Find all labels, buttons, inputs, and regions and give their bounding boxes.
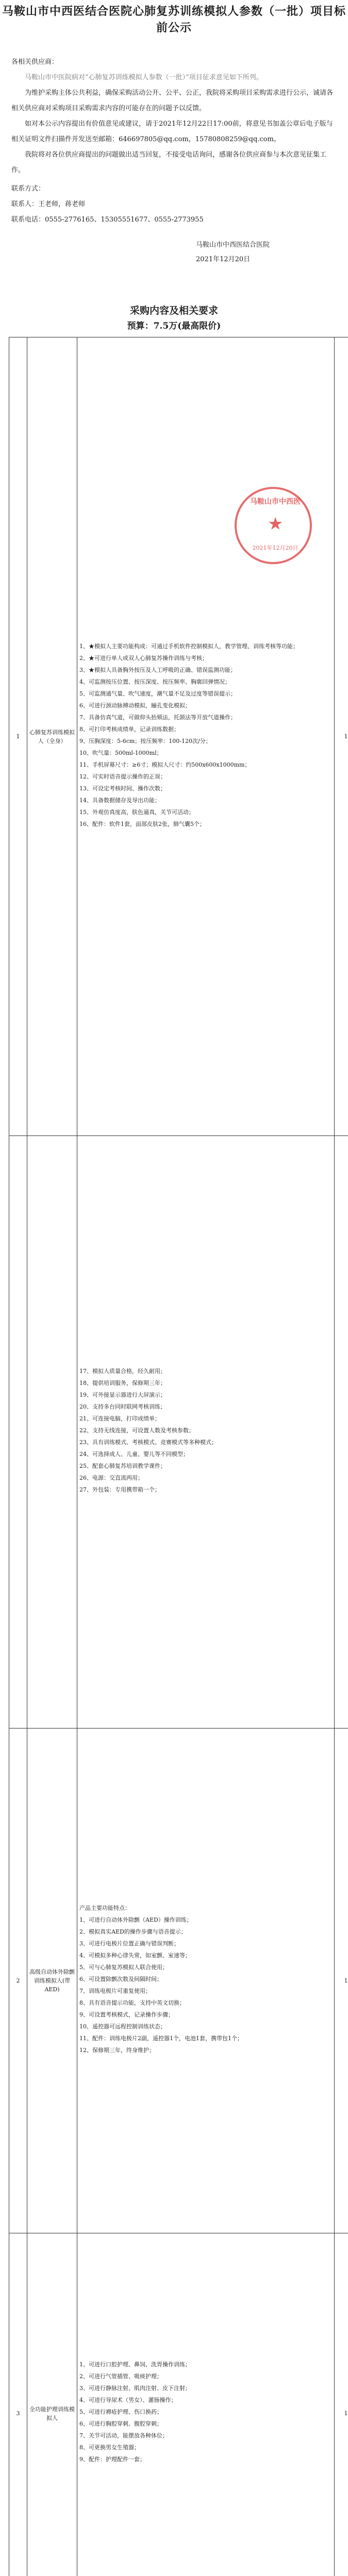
spec-line: 15、外观仿真度高，肤色逼真，关节可活动； <box>79 808 194 816</box>
table-row <box>9 337 348 1136</box>
spec-line: 19、可外接显示器进行大屏演示； <box>79 1392 166 1398</box>
spec-line: 23、具有训练模式、考核模式、竞赛模式等多种模式； <box>79 1439 217 1446</box>
row-number <box>9 1136 27 1728</box>
row-item-name: 全功能护理训练模拟人 <box>27 2233 77 2576</box>
intro-para-3: 如对本公示内容提出有价值意见或建议，请于2021年12月22日17:00前，将意见书加盖公章后电子版与相关证明文件扫描件并发送至邮箱：646697805@qq.com，15780808259@qq.com。 <box>11 120 333 143</box>
spec-line: 8、具有语音提示功能，支持中英文切换； <box>79 1999 185 2006</box>
spec-line: 18、提供培训服务，保修期三年； <box>79 1380 166 1386</box>
spec-line: 10、吹气量：500ml-1000ml； <box>79 749 162 756</box>
spec-line: 11、手机屏幕尺寸：≥6寸；模拟人尺寸：约500x600x1000mm； <box>79 761 251 768</box>
spec-line: 24、可选择成人、儿童、婴儿等不同模型； <box>79 1451 189 1458</box>
section-heading: 采购内容及相关要求 <box>129 305 218 316</box>
spec-line: 6、可进行颈动脉搏动模拟，瞳孔变化模拟； <box>79 702 191 709</box>
spec-line: 5、可进行褥疮护理、伤口换药； <box>79 2409 162 2415</box>
spec-line: 3、可进行电极片位置正确与错误判断； <box>79 1940 179 1947</box>
spec-line: 26、电源：交直流两用； <box>79 1475 143 1481</box>
spec-table <box>9 337 348 2576</box>
star-icon: ★ <box>268 514 284 534</box>
spec-line: 6、可进行胸腔穿刺、腹腔穿刺； <box>79 2420 162 2427</box>
spec-line: 10、遥控器可远程控制训练状态； <box>79 2023 166 2030</box>
spec-line: 17、模拟人质量合格，经久耐用； <box>79 1368 166 1375</box>
spec-line: 3、★模拟人具备胸外按压及人工呼吸的正确、错误监测功能； <box>79 666 236 673</box>
spec-line: 3、可进行静脉注射、肌肉注射、皮下注射； <box>79 2385 191 2392</box>
intro-para-2: 为维护采购主体公共利益，确保采购活动公开、公平、公正，我院将采购项目采购需求进行公示，诚请各相关供应商对采购项目采购需求内容的可能存在的问题予以反馈。 <box>11 89 334 112</box>
spec-line: 7、具备仿真气道，可做仰头抬颏法，托颌法等开放气道操作； <box>79 714 236 721</box>
spec-line: 25、配套心肺复苏培训教学课件； <box>79 1463 166 1469</box>
intro-para-1: 马鞍山市中医院病对“心肺复苏训练模拟人参数（一批）”项目征求意见如下所列。 <box>25 74 263 81</box>
seal-date: 2021年12月20日 <box>252 545 299 551</box>
spec-line: 1、可进行自动体外除颤（AED）操作训练； <box>79 1917 192 1923</box>
spec-line: 6、可设置除颤次数及间隔时间； <box>79 1976 162 1982</box>
contact-people: 联系人：王老师，蒋老师 <box>11 200 86 208</box>
row-item-name <box>27 1136 77 1728</box>
spec-line: 2、模拟真实AED的操作步骤与语音提示； <box>79 1928 187 1935</box>
row-number: 1 <box>9 337 27 1136</box>
row-item-name: 心肺复苏训练模拟人（全身） <box>27 337 77 1136</box>
spec-line: 16、配件：软件1套，面部皮肤2张，肺气囊5个； <box>79 820 205 827</box>
spec-line: 2、可进行气管插管、吸痰护理； <box>79 2373 162 2380</box>
spec-line: 12、保修期三年，终身维护； <box>79 2047 155 2054</box>
spec-line: 4、可进行导尿术（男女）、灌肠操作； <box>79 2397 177 2403</box>
spec-line: 11、配件：训练电极片2副，遥控器1个，电池1套，携带包1个； <box>79 2035 243 2042</box>
spec-line: 5、可监测通气量、吹气速度，潮气量不足及过度等错误提示； <box>79 690 236 697</box>
spec-line: 7、关节可活动，能摆放各种体位； <box>79 2432 168 2439</box>
spec-line: 产品主要功能特点： <box>79 1905 130 1911</box>
spec-line: 9、可设置考核模式，记录操作步骤； <box>79 2011 174 2018</box>
spec-line: 13、可设定考核时间、操作次数； <box>79 785 166 792</box>
spec-line: 9、配件：护理配件一套； <box>79 2456 145 2463</box>
page-title: 马鞍山市中西医结合医院心肺复苏训练模拟人参数（一批）项目标前公示 <box>2 5 346 35</box>
budget: 预算：7.5万(最高限价) <box>127 321 221 331</box>
spec-line: 4、可模拟多种心律失常，如室颤、室速等； <box>79 1952 191 1959</box>
spec-line: 4、可监测按压位置、按压深度、按压频率、胸廓回弹情况； <box>79 678 230 685</box>
row-item-name: 高级自动体外除颤训练模拟人(带AED) <box>27 1728 77 2233</box>
spec-line: 2、★可进行单人或双人心肺复苏操作训练与考核； <box>79 654 208 662</box>
row-quantity <box>335 1136 348 1728</box>
spec-line: 22、支持无线连接，可设置人数及考核参数； <box>79 1427 194 1434</box>
spec-line: 27、外包装：专用携带箱一个； <box>79 1486 160 1493</box>
spec-line: 9、压胸深度：5-6cm；按压频率：100-120次/分； <box>79 737 211 744</box>
spec-line: 1、可进行口腔护理、鼻饲、洗胃操作训练； <box>79 2361 191 2368</box>
spec-line: 12、可实时语音提示操作的正误； <box>79 773 166 780</box>
row-specs <box>77 1728 335 2233</box>
row-number: 3 <box>9 2233 27 2576</box>
seal-text: 马鞍山市中西医 <box>250 498 301 506</box>
row-quantity: 1 <box>335 1728 348 2233</box>
contact-phones: 联系电话：0555-2776165、15305551677、0555-2773955 <box>11 216 204 224</box>
row-specs <box>77 1136 335 1728</box>
spec-line: 7、训练电极片可重复使用； <box>79 1988 151 1994</box>
table-row <box>9 1136 348 1728</box>
greeting: 各相关供应商： <box>11 58 59 66</box>
table-row <box>9 2233 348 2576</box>
contact-label: 联系方式： <box>11 185 45 193</box>
spec-line: 5、可与心肺复苏模拟人联合使用； <box>79 1964 168 1971</box>
row-quantity: 1 <box>335 337 348 1136</box>
official-seal <box>235 487 312 564</box>
spec-line: 20、支持多台同时联网考核训练； <box>79 1403 166 1410</box>
spec-line: 21、可连接电脑，打印成绩单； <box>79 1415 160 1422</box>
row-specs <box>77 337 335 1136</box>
row-quantity: 1 <box>335 2233 348 2576</box>
signature-date: 2021年12月20日 <box>196 256 251 263</box>
intro-para-4: 我院将对各位供应商提出的问题做出适当回复，不接受电话询问，感谢各位供应商参与本次意见征集工作。 <box>11 151 327 174</box>
signature-org: 马鞍山市中西医结合医院 <box>196 241 270 249</box>
row-specs <box>77 2233 335 2576</box>
spec-line: 8、可打印考核成绩单，记录训练数据； <box>79 725 179 733</box>
table-row <box>9 1728 348 2233</box>
spec-line: 8、可更换男女生殖器； <box>79 2444 140 2451</box>
spec-line: 1、★模拟人主要功能构成：可通过手机软件控制模拟人，教学管理、训练考核等功能； <box>79 642 299 650</box>
row-number: 2 <box>9 1728 27 2233</box>
spec-line: 14、具备数据储存及导出功能； <box>79 796 160 804</box>
